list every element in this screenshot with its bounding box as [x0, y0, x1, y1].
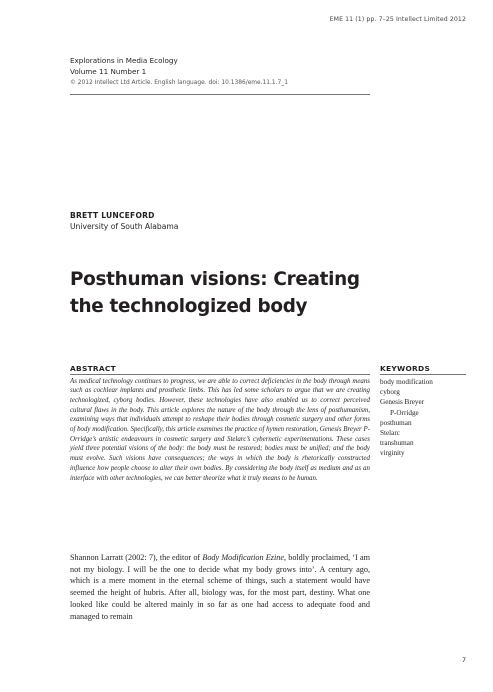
- article-title: [70, 266, 400, 320]
- keywords-divider: [380, 374, 466, 375]
- body-text-start: Shannon Larratt (2002: 7), the editor of: [70, 553, 203, 562]
- author-block: [70, 210, 178, 232]
- author-affiliation: University of South Alabama: [70, 222, 179, 231]
- keyword-item: Genesis Breyer: [380, 398, 425, 407]
- body-paragraph: [70, 552, 370, 622]
- body-text-rest: , boldly proclaimed, ‘I am not my biology. I will be the one to decide what my body grows into’. A century ago, which is a mere moment in the eternal scheme of things, such a statement would have seemed the height of hubris. After all, biology was, for the most part, destiny. What one looked like could be altered mainly in so far as one had access to adequate food and managed to remain: [70, 553, 371, 621]
- journal-name: Explorations in Media Ecology: [70, 56, 178, 65]
- keyword-item: P-Orridge: [390, 408, 419, 417]
- abstract-heading: ABSTRACT: [70, 364, 116, 373]
- running-head: EME 11 (1) pp. 7–25 Intellect Limited 2012: [329, 16, 466, 23]
- keywords-heading: KEYWORDS: [380, 364, 431, 373]
- page-number: 7: [461, 656, 466, 664]
- abstract-text: As medical technology continues to progress, we are able to correct deficiencies in the body through means such as cochlear implants and prosthetic limbs. This has led some scholars to argue that we are creating technologized, cyborg bodies. However, these technologies have also enabled us to correct perceived cultural flaws in the body. This article explores the nature of the body through the lens of posthumanism, examining ways that individuals attempt to reshape their bodies through cosmetic surgery and other forms of body modification. Specifically, this article examines the practice of hymen restoration, Genesis Breyer P-Orridge’s artistic endeavours in cosmetic surgery and Stelarc’s cybernetic experimentations. These cases yield three potential visions of the body: the body must be restored; bodies must be unified; and the body must evolve. Such visions have consequences; the ways in which the body is rhetorically constructed influence how people choose to alter their own bodies. By considering the body itself as medium and as an interface with other technologies, we can better theorize what it truly means to be human.: [70, 377, 370, 482]
- title-line-2: the technologized body: [70, 296, 308, 317]
- keyword-item: transhuman: [380, 439, 414, 448]
- journal-volume: Volume 11 Number 1: [70, 67, 147, 76]
- header-divider: [70, 94, 370, 95]
- publication-title: Body Modification Ezine: [202, 553, 284, 562]
- keyword-item: Stelarc: [380, 429, 400, 438]
- copyright-line: © 2012 Intellect Ltd Article. English language. doi: 10.1386/eme.11.1.7_1: [70, 80, 288, 86]
- keyword-item: body modification: [380, 378, 433, 386]
- keyword-item: cyborg: [380, 388, 400, 397]
- keyword-item: posthuman: [380, 418, 412, 427]
- title-line-1: Posthuman visions: Creating: [70, 269, 360, 290]
- abstract-divider: [70, 374, 370, 375]
- keywords-list: [380, 377, 470, 459]
- journal-info: [70, 55, 370, 89]
- keyword-item: virginity: [380, 449, 405, 458]
- author-name: BRETT LUNCEFORD: [70, 211, 155, 220]
